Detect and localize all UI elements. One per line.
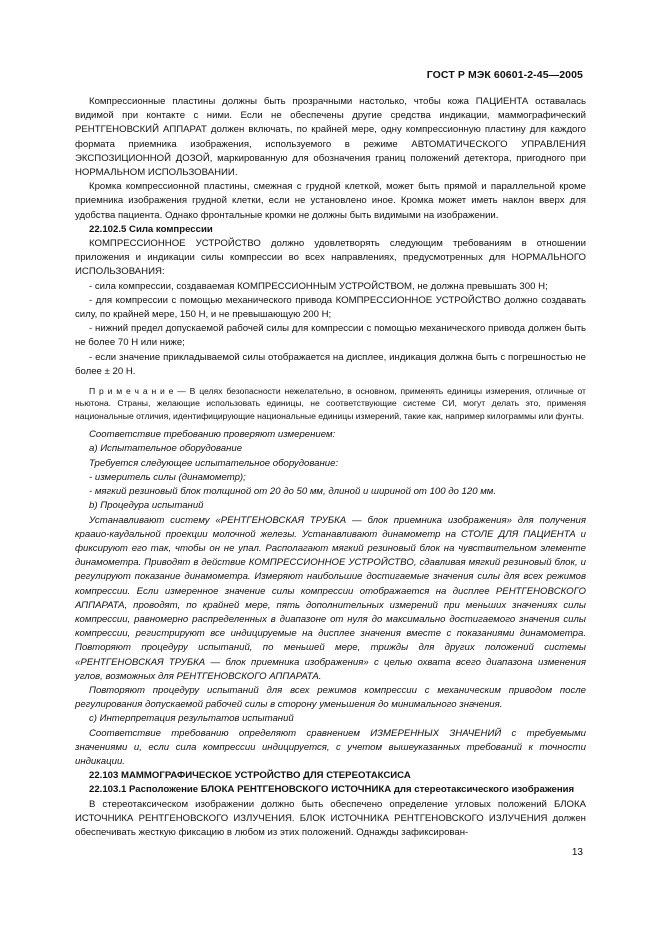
list-item-lower-limit: - нижний предел допускаемой рабочей силы для компрессии с помощью механического привода должен быть не более 70 Н или ниже; — [75, 323, 586, 349]
paragraph-test-procedure: Устанавливают систему «РЕНТГЕНОВСКАЯ ТРУБКА — блок приемника изображения» для получения крааио-каудальной проекции молочной железы. Устанавливают динамометр на СТОЛЕ ДЛЯ ПАЦИЕНТА и фиксируют его так, чтобы он не упал. Располагают мягкий резиновый блок на чувствительном элементе динамометра. Приводят в действие КОМПРЕССИОННОЕ УСТРОЙСТВО, сдавливая мягкий резиновый блок, и регулируют показание динамометра. Измеряют наибольшие достигаемые значения силы для всех режимов компрессии. Если измеренное значение силы компрессии отображается на дисплее РЕНТГЕНОВСКОГО АППАРАТА, проводят, по крайней мере, пять дополнительных измерений при меньших значениях силы компрессии, равномерно распределенных в диапазоне от нуля до максимально достигаемого значения силы компрессии, регистрируют все индицируемые на дисплее значения вместе с показаниями динамометра. Повторяют процедуру испытаний, по меньшей мере, трижды для других положений системы «РЕНТГЕНОВСКАЯ ТРУБКА — блок приемника изображения» с целью охвата всего диапазона изменения углов, возможных для РЕНТГЕНОВСКОГО АППАРАТА. — [75, 514, 586, 682]
note-units: П р и м е ч а н и е — В целях безопасности нежелательно, в основном, применять единицы измерения, отличные от ньютона. Страны, желающие использовать единицы, не соответствующие системе СИ, могут делать это, применяя национальные отличия, идентифицирующие национальные единицы измерений, такие как, например килограммы или фунты. — [75, 386, 586, 421]
paragraph-compliance-measurement: Соответствие требованию проверяют измерением: — [89, 429, 336, 441]
page-number: 13 — [571, 847, 583, 858]
paragraph-repeat-procedure: Повторяют процедуру испытаний для всех режимов компрессии с механическим приводом после регулирования допускаемой рабочей силы в сторону уменьшения до минимального значения. — [75, 684, 586, 711]
section-heading-22-103: 22.103 МАММОГРАФИЧЕСКОЕ УСТРОЙСТВО ДЛЯ СТЕРЕОТАКСИСА — [89, 770, 411, 782]
section-heading-22-103-1: 22.103.1 Расположение БЛОКА РЕНТГЕНОВСКОГО ИСТОЧНИКА для стереотаксического изображения — [89, 784, 575, 796]
list-item-rubber-block: - мягкий резиновый блок толщиной от 20 до 50 мм, длиной и шириной от 100 до 120 мм. — [89, 486, 497, 498]
subheading-test-equipment: а) Испытательное оборудование — [89, 443, 243, 455]
list-item-force-meter: - измеритель силы (динамометр); — [89, 471, 246, 483]
paragraph-compression-device-requirements: КОМПРЕССИОННОЕ УСТРОЙСТВО должно удовлетворять следующим требованиям в отношении приложения и индикации силы компрессии во всех направлениях, предусмотренных для НОРМАЛЬНОГО ИСПОЛЬЗОВАНИЯ: — [75, 238, 586, 278]
paragraph-required-equipment: Требуется следующее испытательное оборудование: — [89, 457, 339, 469]
paragraph-compression-plates: Компрессионные пластины должны быть прозрачными настолько, чтобы кожа ПАЦИЕНТА оставалась видимой при контакте с ними. Если не обеспечены другие средства индикации, маммографический РЕНТГЕНОВСКИЙ АППАРАТ должен включать, по крайней мере, одну компрессионную пластину для каждого формата приемника изображения, используемого в режиме АВТОМАТИЧЕСКОГО УПРАВЛЕНИЯ ЭКСПОЗИЦИОННОЙ ДОЗОЙ, маркированную для обозначения границ положений детектора, пригодного при НОРМАЛЬНОМ ИСПОЛЬЗОВАНИИ. — [75, 96, 586, 179]
page-header-title: ГОСТ Р МЭК 60601-2-45—2005 — [426, 69, 583, 81]
subheading-results-interpretation: с) Интерпретация результатов испытаний — [89, 713, 294, 725]
list-item-max-force: - сила компрессии, создаваемая КОМПРЕССИОННЫМ УСТРОЙСТВОМ, не должна превышать 300 Н; — [89, 280, 548, 292]
paragraph-plate-edge: Кромка компрессионной пластины, смежная с грудной клеткой, может быть прямой и параллельной кроме приемника изображения грудной клетки, если не установлено иное. Кромка может иметь наклон вверх для удобства пациента. Однако фронтальные кромки не должны быть видимыми на изображении. — [75, 181, 586, 221]
paragraph-stereotactic-positions: В стереотаксическом изображении должно быть обеспечено определение угловых положений БЛОКА ИСТОЧНИКА РЕНТГЕНОВСКОГО ИЗЛУЧЕНИЯ. БЛОК ИСТОЧНИКА РЕНТГЕНОВСКОГО ИЗЛУЧЕНИЯ должен обеспечивать жесткую фиксацию в любом из этих положений. Однажды зафиксирован- — [75, 798, 586, 838]
list-item-motor-force: - для компрессии с помощью механического привода КОМПРЕССИОННОЕ УСТРОЙСТВО должно создавать силу, по крайней мере, 150 Н, и не превышающую 200 Н; — [75, 294, 586, 321]
page-body — [75, 95, 586, 840]
section-heading-22-102-5: 22.102.5 Сила компрессии — [89, 223, 213, 235]
subheading-test-procedure: b) Процедура испытаний — [89, 500, 204, 512]
list-item-display-accuracy: - если значение прикладываемой силы отображается на дисплее, индикация должна быть с погрешностью не более ± 20 Н. — [75, 351, 586, 377]
paragraph-compliance-comparison: Соответствие требованию определяют сравнением ИЗМЕРЕННЫХ ЗНАЧЕНИЙ с требуемыми значениями и, если сила компрессии индицируется, с учетом вышеуказанных требований к точности индикации. — [75, 727, 586, 767]
